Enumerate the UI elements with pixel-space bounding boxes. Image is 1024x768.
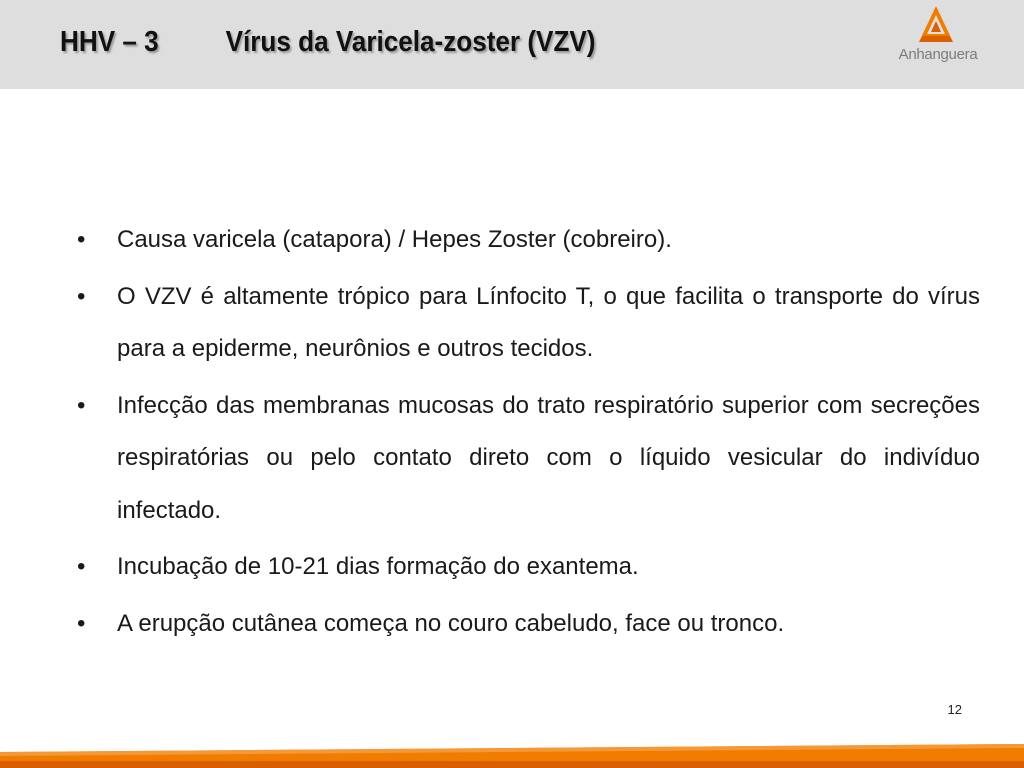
bullet-text: Causa varicela (catapora) / Hepes Zoster (cobreiro). — [117, 226, 672, 253]
bullet-marker: • — [77, 282, 86, 310]
bullet-marker: • — [77, 226, 86, 253]
title-number: HHV – 3 — [60, 26, 159, 58]
slide-header — [0, 0, 1024, 89]
title-text: Vírus da Varicela-zoster (VZV) — [225, 26, 596, 58]
logo-wordmark: Anhanguera — [898, 46, 978, 63]
bullet-item — [77, 214, 980, 267]
bullet-item — [77, 598, 980, 651]
footer-decoration — [0, 741, 1024, 768]
bullet-text: O VZV é altamente trópico para Línfocito T, o que facilita o transporte do vírus para a epiderme, neurônios e outros tecidos. — [117, 282, 980, 362]
page-number: 12 — [947, 702, 962, 717]
footer-bar — [0, 741, 1024, 768]
slide-content — [77, 214, 980, 654]
bullet-text: Incubação de 10-21 dias formação do exantema. — [117, 553, 639, 580]
bullet-marker: • — [77, 553, 86, 580]
bullet-item — [77, 380, 980, 538]
anhanguera-logo — [888, 6, 988, 68]
bullet-text: A erupção cutânea começa no couro cabeludo, face ou tronco. — [117, 609, 785, 637]
bullet-marker: • — [77, 609, 86, 637]
bullet-item — [77, 271, 980, 376]
bullet-item — [77, 541, 980, 594]
bullet-marker: • — [77, 391, 86, 419]
bullet-text: Infecção das membranas mucosas do trato respiratório superior com secreções respiratórias ou pelo contato direto com o líquido vesicular do indivíduo infectado. — [117, 391, 980, 524]
slide-title — [60, 24, 595, 60]
bullet-list — [77, 214, 980, 650]
anhanguera-logo-icon — [919, 6, 953, 42]
